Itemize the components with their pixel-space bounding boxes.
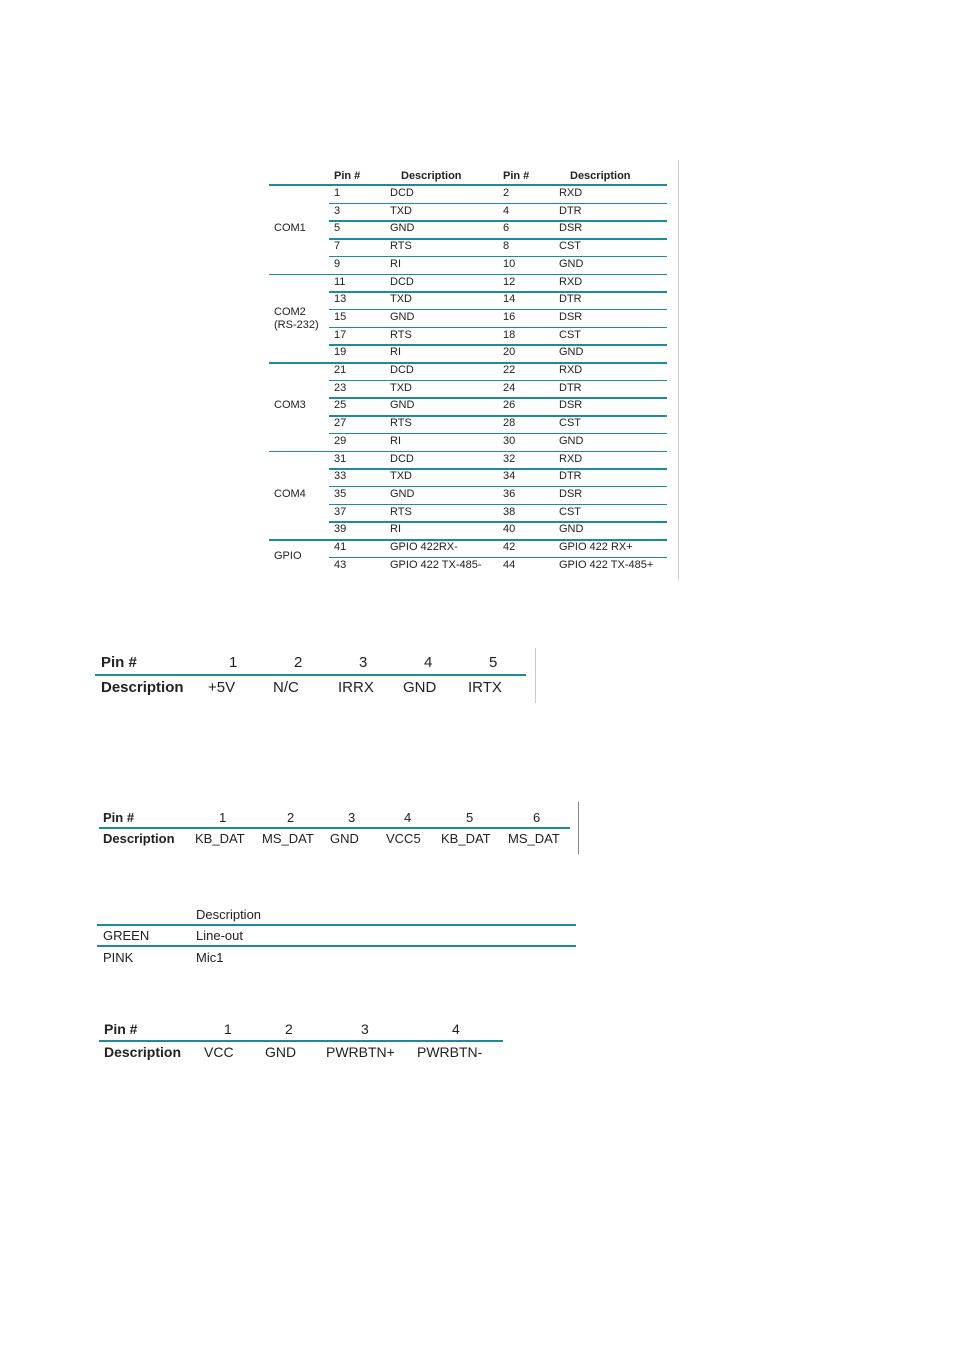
ir-pin: 3 xyxy=(359,654,368,671)
com-row-rule xyxy=(329,468,667,470)
com-cell: 26 xyxy=(503,399,516,412)
pwr-header-rule xyxy=(99,1040,503,1042)
com-group-label: COM1 xyxy=(274,222,306,235)
pwr-pin: 1 xyxy=(224,1021,232,1037)
ps2-desc: KB_DAT xyxy=(195,831,245,846)
ps2-desc: KB_DAT xyxy=(441,831,491,846)
com-row-rule xyxy=(329,203,667,205)
ps2-pin-table xyxy=(0,800,600,860)
com-cell: 22 xyxy=(503,364,516,376)
com-cell: GND xyxy=(559,346,584,359)
ps2-pin: 3 xyxy=(348,810,356,825)
com-cell: GND xyxy=(390,487,415,500)
com-row-rule xyxy=(329,521,667,523)
pwr-desc: PWRBTN+ xyxy=(326,1044,395,1060)
ir-desc-label: Description xyxy=(101,679,184,696)
ps2-pin: 4 xyxy=(404,810,412,825)
com-cell: 38 xyxy=(503,505,516,518)
com-cell: RI xyxy=(390,346,401,359)
com-cell: DSR xyxy=(559,487,583,500)
com-header-cell: Description xyxy=(401,170,462,182)
com-row-rule xyxy=(329,557,667,559)
com-cell: DSR xyxy=(559,399,583,412)
com-group-rule xyxy=(269,362,667,364)
com-group-rule xyxy=(269,274,667,276)
com-cell: 39 xyxy=(334,523,347,536)
com-cell: 42 xyxy=(503,541,516,553)
com-cell: 30 xyxy=(503,434,516,447)
com-cell: 16 xyxy=(503,310,516,323)
com-cell: GND xyxy=(390,399,415,412)
com-cell: RTS xyxy=(390,505,412,518)
com-cell: 7 xyxy=(334,240,341,253)
com-cell: 43 xyxy=(334,558,347,571)
ps2-pin: 6 xyxy=(533,810,541,825)
com-cell: 31 xyxy=(334,452,347,465)
com-row-rule xyxy=(329,504,667,506)
ps2-pin-label: Pin # xyxy=(103,810,135,825)
com-row-rule xyxy=(329,238,667,240)
com-cell: 10 xyxy=(503,257,516,270)
ir-desc: IRRX xyxy=(338,679,374,696)
com-cell: 8 xyxy=(503,240,510,253)
com-cell: 6 xyxy=(503,222,510,235)
com-cell: GPIO 422RX- xyxy=(390,541,458,553)
pwr-pin: 3 xyxy=(361,1021,369,1037)
com-row-rule xyxy=(329,397,667,399)
com-cell: CST xyxy=(559,505,581,518)
com-group-label: COM3 xyxy=(274,399,306,412)
com-cell: DCD xyxy=(390,364,414,376)
ir-pin-table xyxy=(0,640,560,710)
com-cell: RTS xyxy=(390,328,412,341)
com-header-cell: Description xyxy=(570,170,631,182)
com-cell: 33 xyxy=(334,470,347,483)
com-row-rule xyxy=(329,220,667,222)
com-cell: 17 xyxy=(334,328,347,341)
com-cell: 21 xyxy=(334,364,347,376)
com-cell: TXD xyxy=(390,204,412,217)
pwr-desc: VCC xyxy=(204,1044,234,1060)
com-row-rule xyxy=(329,344,667,346)
com-cell: RI xyxy=(390,434,401,447)
ir-pin-label: Pin # xyxy=(101,654,137,671)
com-cell: RTS xyxy=(390,240,412,253)
com-table-border xyxy=(678,160,679,580)
ps2-desc: MS_DAT xyxy=(262,831,314,846)
ir-pin: 1 xyxy=(229,654,238,671)
com-cell: GPIO 422 RX+ xyxy=(559,541,633,553)
com-group-label: COM4 xyxy=(274,487,306,500)
com-cell: 5 xyxy=(334,222,341,235)
com-header-cell: Pin # xyxy=(334,170,361,182)
com-cell: RXD xyxy=(559,275,583,288)
com-cell: DTR xyxy=(559,470,582,483)
audio-row-desc: Line-out xyxy=(196,928,243,943)
com-cell: 28 xyxy=(503,417,516,430)
audio-row-color: PINK xyxy=(103,950,134,965)
com-group-label: (RS-232) xyxy=(274,318,319,331)
com-cell: 41 xyxy=(334,541,347,553)
ir-desc: GND xyxy=(403,679,437,696)
com-cell: DSR xyxy=(559,222,583,235)
com-cell: GND xyxy=(559,257,584,270)
ir-desc: N/C xyxy=(273,679,299,696)
com-cell: 9 xyxy=(334,257,341,270)
pwr-desc-label: Description xyxy=(104,1044,182,1060)
com-cell: DCD xyxy=(390,187,414,199)
audio-table xyxy=(0,900,600,970)
com-cell: 24 xyxy=(503,381,516,394)
com-cell: 11 xyxy=(334,275,346,288)
com-cell: RXD xyxy=(559,452,583,465)
com-row-rule xyxy=(329,291,667,293)
ps2-header-rule xyxy=(99,827,570,829)
com-group-label: COM2 xyxy=(274,305,306,318)
com-cell: 44 xyxy=(503,558,516,571)
com-cell: 25 xyxy=(334,399,347,412)
com-cell: 14 xyxy=(503,293,516,306)
com-cell: GND xyxy=(559,434,584,447)
com-cell: TXD xyxy=(390,381,412,394)
com-cell: GND xyxy=(390,310,415,323)
ir-pin: 5 xyxy=(489,654,498,671)
com-cell: DTR xyxy=(559,204,582,217)
ps2-desc: MS_DAT xyxy=(508,831,560,846)
com-row-rule xyxy=(329,256,667,258)
com-header-rule xyxy=(269,184,667,186)
com-row-rule xyxy=(329,327,667,329)
ir-pin: 4 xyxy=(424,654,433,671)
power-button-pin-table xyxy=(0,1010,560,1070)
com-header-cell: Pin # xyxy=(503,170,530,182)
com-cell: CST xyxy=(559,328,581,341)
com-cell: DTR xyxy=(559,293,582,306)
com-cell: 40 xyxy=(503,523,516,536)
com-row-rule xyxy=(329,380,667,382)
ir-desc: +5V xyxy=(208,679,236,696)
pwr-pin: 4 xyxy=(452,1021,460,1037)
com-cell: RI xyxy=(390,523,401,536)
ir-table-border xyxy=(535,648,536,703)
com-cell: 4 xyxy=(503,204,510,217)
ps2-desc: VCC5 xyxy=(386,831,421,846)
ps2-table-border xyxy=(578,802,579,854)
pwr-desc: PWRBTN- xyxy=(417,1044,483,1060)
com-cell: 15 xyxy=(334,310,347,323)
com-cell: 37 xyxy=(334,505,347,518)
audio-row-desc: Mic1 xyxy=(196,950,224,965)
pwr-pin: 2 xyxy=(285,1021,293,1037)
ps2-pin: 2 xyxy=(287,810,295,825)
ir-header-rule xyxy=(95,674,526,676)
ps2-desc-label: Description xyxy=(103,831,175,846)
com-cell: RXD xyxy=(559,187,583,199)
com-row-rule xyxy=(329,415,667,417)
audio-header-rule xyxy=(97,924,576,926)
com-row-rule xyxy=(329,433,667,435)
com-cell: 1 xyxy=(334,187,341,199)
audio-row-rule xyxy=(97,945,576,947)
com-cell: 32 xyxy=(503,452,516,465)
com-cell: 2 xyxy=(503,187,510,199)
com-cell: 35 xyxy=(334,487,347,500)
ps2-pin: 1 xyxy=(219,810,227,825)
com-cell: GPIO 422 TX-485- xyxy=(390,558,482,571)
com-cell: 23 xyxy=(334,381,347,394)
com-cell: 20 xyxy=(503,346,516,359)
com-cell: GPIO 422 TX-485+ xyxy=(559,558,654,571)
com-cell: 27 xyxy=(334,417,347,430)
com-cell: RTS xyxy=(390,417,412,430)
com-cell: 36 xyxy=(503,487,516,500)
pwr-desc: GND xyxy=(265,1044,297,1060)
com-cell: DTR xyxy=(559,381,582,394)
com-group-label: GPIO xyxy=(274,549,302,562)
com-cell: TXD xyxy=(390,470,412,483)
com-row-rule xyxy=(329,309,667,311)
ps2-desc: GND xyxy=(330,831,359,846)
com-cell: 13 xyxy=(334,293,347,306)
audio-header-label: Description xyxy=(196,907,262,922)
com-cell: GND xyxy=(559,523,584,536)
com-cell: RXD xyxy=(559,364,583,376)
com-group-rule xyxy=(269,451,667,453)
com-cell: DSR xyxy=(559,310,583,323)
com-row-rule xyxy=(329,486,667,488)
com-cell: CST xyxy=(559,240,581,253)
com-cell: RI xyxy=(390,257,401,270)
com-cell: 18 xyxy=(503,328,516,341)
ir-desc: IRTX xyxy=(468,679,502,696)
com-cell: 19 xyxy=(334,346,347,359)
com-cell: GND xyxy=(390,222,415,235)
com-cell: CST xyxy=(559,417,581,430)
com-cell: 3 xyxy=(334,204,341,217)
ps2-pin: 5 xyxy=(466,810,474,825)
com-cell: DCD xyxy=(390,452,414,465)
ir-pin: 2 xyxy=(294,654,303,671)
com-cell: 34 xyxy=(503,470,516,483)
com-cell: 12 xyxy=(503,275,516,288)
com-cell: 29 xyxy=(334,434,347,447)
pwr-pin-label: Pin # xyxy=(104,1021,138,1037)
com-cell: TXD xyxy=(390,293,412,306)
audio-row-color: GREEN xyxy=(103,928,150,943)
com-cell: DCD xyxy=(390,275,414,288)
com-pin-table xyxy=(0,0,954,600)
